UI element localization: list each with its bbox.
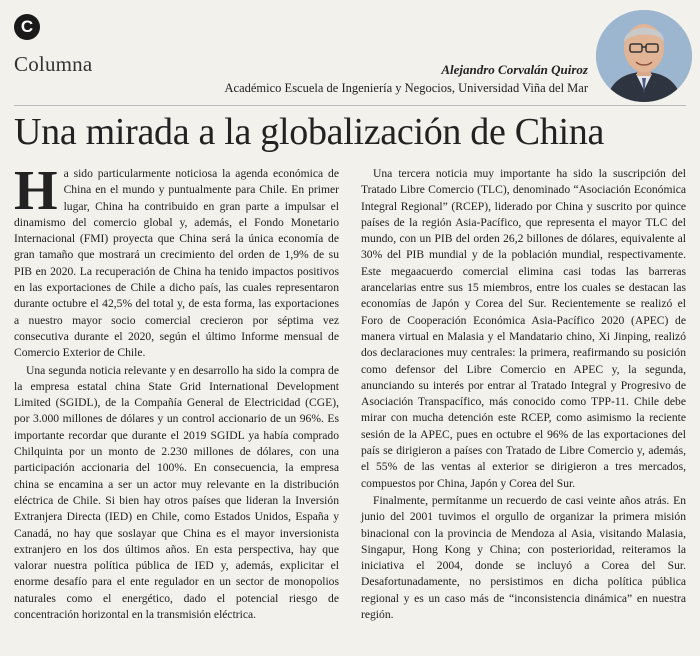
header-divider xyxy=(14,105,686,106)
section-badge: C xyxy=(14,14,40,40)
author-photo xyxy=(596,10,692,102)
drop-cap: H xyxy=(14,160,58,222)
author-name: Alejandro Corvalán Quiroz xyxy=(441,62,588,77)
headline: Una mirada a la globalización de China xyxy=(14,111,605,153)
article-body xyxy=(14,160,686,650)
section-label: Columna xyxy=(14,52,93,76)
paragraph-4: Finalmente, permítanme un recuerdo de casi veinte años atrás. En junio del 2001 tuvimos el orgullo de organizar la primera misión binacional con la provincia de Mendoza al Asia, visitando Malasia, Singapur, Hong Kong y China; con posterioridad, reiteramos la iniciativa el 2004, donde se incluyó a Corea del Sur. Desafortunadamente, no persistimos en dicha política pública regional y es un caso más de “inconsistencia dinámica” en nuestra región. xyxy=(361,493,686,622)
paragraph-2: Una segunda noticia relevante y en desarrollo ha sido la compra de la empresa estatal china State Grid International Development Limited (SGIDL), de la Compañía General de Electricidad (CGE), por 3.000 millones de dólares y un control accionario de un 96%. Es importante recordar que durante el 2019 SGIDL ya había comprado Chilquinta por un monto de 2.230 millones de dólares, con una participación accionaria del 100%. En consecuencia, la empresa china se encamina a ser un actor muy relevante en la distribución eléctrica de Chile. Si bien hay otros países que lideran la Inversión Extranjera Directa (IED) en Chile, como Estados Unidos, España y Canadá, no hay que soslayar que China es el mayor inversionista extranjero en los dos últimos años. En esta perspectiva, hay que valorar nuestra política pública de IED y, además, explicitar el enorme desafío para el ente regulador en un sector de monopolios naturales como el energético, dado el potencial riesgo de concentración horizontal en la transmisión eléctrica. xyxy=(14,363,339,622)
author-portrait-icon xyxy=(596,10,692,102)
paragraph-1-text: a sido particularmente noticiosa la agenda económica de China en el mundo y puntualmente para Chile. En primer lugar, China ha contribuido en gran parte a impulsar el dinamismo del comercio global y, además, el Fondo Monetario Internacional (FMI) proyecta que China será la única economía de gran tamaño que mostrará un crecimiento del orden de 1,9% de su PIB en 2020. La recuperación de China ha tenido impactos positivos en las exportaciones de Chile a dicho país, las cuales representaron durante octubre el 42,5% del total y, de esta forma, las exportaciones a nuestro mayor socio comercial crecieron por séptima vez consecutiva durante el 2020, según el último Informe mensual de Comercio Exterior de Chile. xyxy=(14,167,339,360)
author-role: Académico Escuela de Ingeniería y Negocios, Universidad Viña del Mar xyxy=(224,81,588,95)
header xyxy=(0,0,700,153)
paragraph-1 xyxy=(14,160,339,362)
paragraph-3: Una tercera noticia muy importante ha sido la suscripción del Tratado Libre Comercio (TLC), denominado “Asociación Económica Integral Regional” (RCEP), liderado por China y suscrito por quince países de la región Asia-Pacífico, que representa el mayor TLC del mundo, con un PIB del orden 26,2 billones de dólares, equivalente al 30% del PIB mundial y de la población mundial, respectivamente. Este megaacuerdo comercial elimina casi todas las barreras arancelarias entre sus 15 miembros, entre los cuales se destacan las economías de Japón y Corea del Sur. Recientemente se realizó el Foro de Cooperación Económica Asia-Pacífico 2020 (APEC) de manera virtual en Malasia y el Mandatario chino, Xi Jinping, realizó dos declaraciones muy centrales: la primera, reafirmando su posición como defensor del Libre Comercio en APEC y, la segunda, anunciando su interés por entrar al Tratado Integral y Progresivo de Asociación Transpacífico, más conocido como TPP-11. Chile debe mirar con mucha detención este RCEP, como asimismo la reciente sesión de la APEC, pues en octubre el 96% de las exportaciones del país se dirigieron a países con Tratado de Libre Comercio y, además, el 55% de las ventas al exterior se dirigieron a tres mercados, compuestos por China, Japón y Corea del Sur. xyxy=(361,167,686,490)
